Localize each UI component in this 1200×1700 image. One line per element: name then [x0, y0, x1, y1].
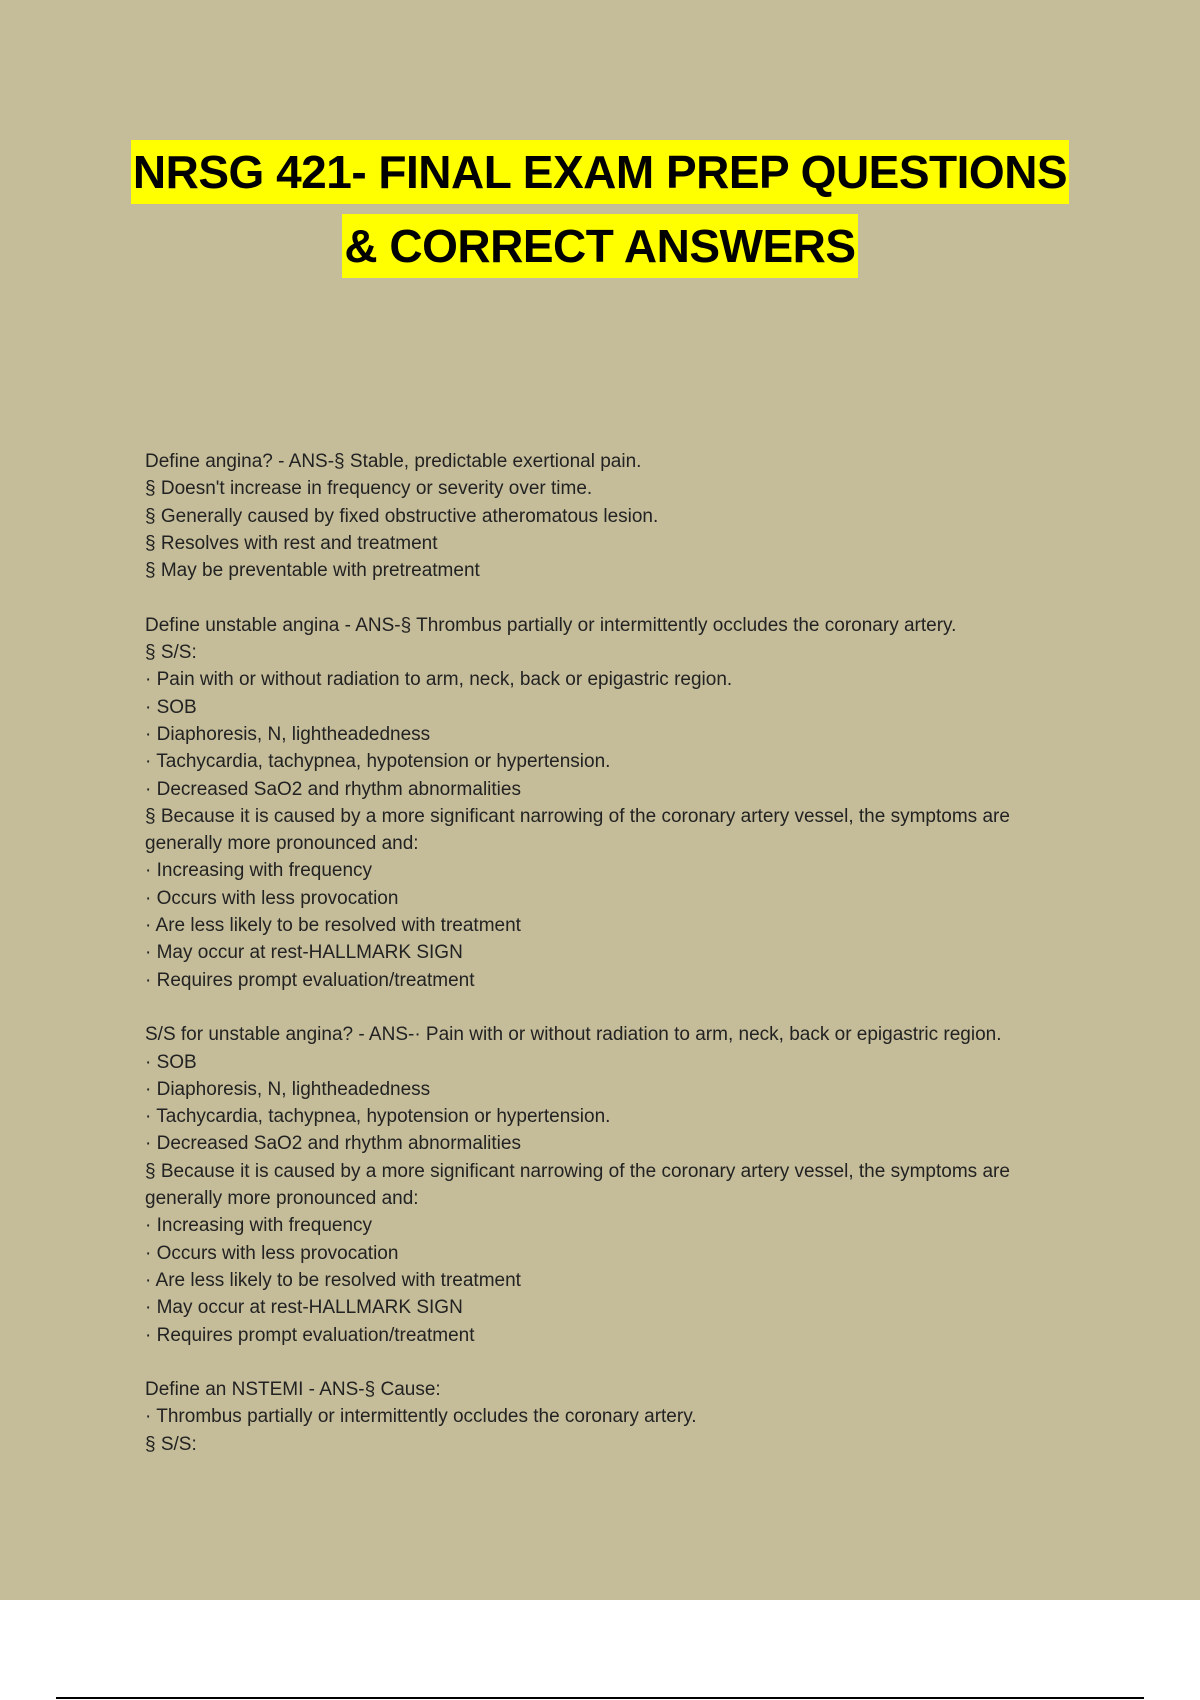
- text-line: generally more pronounced and:: [145, 1188, 419, 1210]
- qa-block-unstable-angina-ss: [145, 1021, 1075, 1349]
- text-line: · Increasing with frequency: [145, 860, 373, 882]
- text-line: · Pain with or without radiation to arm, neck, back or epigastric region.: [145, 669, 733, 691]
- title-line: NRSG 421- FINAL EXAM PREP QUESTIONS: [131, 140, 1069, 204]
- title-line: & CORRECT ANSWERS: [342, 214, 857, 278]
- text-line: Define angina? - ANS-§ Stable, predictable exertional pain.: [145, 451, 642, 472]
- document-body: [145, 448, 1075, 1485]
- text-line: generally more pronounced and:: [145, 833, 419, 855]
- text-line: · Are less likely to be resolved with treatment: [145, 1269, 521, 1291]
- text-line: · Requires prompt evaluation/treatment: [145, 969, 475, 991]
- text-line: Define unstable angina - ANS-§ Thrombus partially or intermittently occludes the coronary artery.: [145, 614, 957, 636]
- text-line: · Are less likely to be resolved with treatment: [145, 915, 521, 937]
- text-line: § S/S:: [145, 642, 197, 664]
- document-title: [0, 140, 1200, 288]
- text-line: § Resolves with rest and treatment: [145, 532, 438, 554]
- qa-block-angina: [145, 448, 1075, 584]
- text-line: · May occur at rest-HALLMARK SIGN: [145, 942, 463, 964]
- text-line: · Increasing with frequency: [145, 1215, 373, 1237]
- text-line: · SOB: [145, 1051, 197, 1073]
- footer-divider: [56, 1697, 1144, 1699]
- text-line: · Occurs with less provocation: [145, 887, 399, 909]
- qa-block-nstemi: [145, 1376, 1075, 1458]
- text-line: § Because it is caused by a more significant narrowing of the coronary artery vessel, the symptoms are: [145, 1160, 1010, 1182]
- text-line: · SOB: [145, 696, 197, 718]
- text-line: § Doesn't increase in frequency or severity over time.: [145, 478, 593, 500]
- text-line: S/S for unstable angina? - ANS-· Pain with or without radiation to arm, neck, back or epigastric region.: [145, 1024, 1002, 1046]
- text-line: · Decreased SaO2 and rhythm abnormalities: [145, 778, 521, 800]
- text-line: § Because it is caused by a more significant narrowing of the coronary artery vessel, the symptoms are: [145, 805, 1010, 827]
- text-line: · Requires prompt evaluation/treatment: [145, 1324, 475, 1346]
- text-line: · Diaphoresis, N, lightheadedness: [145, 1078, 431, 1100]
- text-line: · Diaphoresis, N, lightheadedness: [145, 723, 431, 745]
- text-line: · Occurs with less provocation: [145, 1242, 399, 1264]
- text-line: · Decreased SaO2 and rhythm abnormalities: [145, 1133, 521, 1155]
- text-line: § S/S:: [145, 1433, 197, 1455]
- text-line: · May occur at rest-HALLMARK SIGN: [145, 1297, 463, 1319]
- text-line: · Thrombus partially or intermittently occludes the coronary artery.: [145, 1406, 697, 1428]
- qa-block-unstable-angina: [145, 612, 1075, 994]
- text-line: § May be preventable with pretreatment: [145, 560, 480, 582]
- text-line: Define an NSTEMI - ANS-§ Cause:: [145, 1379, 441, 1401]
- text-line: § Generally caused by fixed obstructive atheromatous lesion.: [145, 505, 659, 527]
- text-line: · Tachycardia, tachypnea, hypotension or hypertension.: [145, 1106, 611, 1128]
- text-line: · Tachycardia, tachypnea, hypotension or hypertension.: [145, 751, 611, 773]
